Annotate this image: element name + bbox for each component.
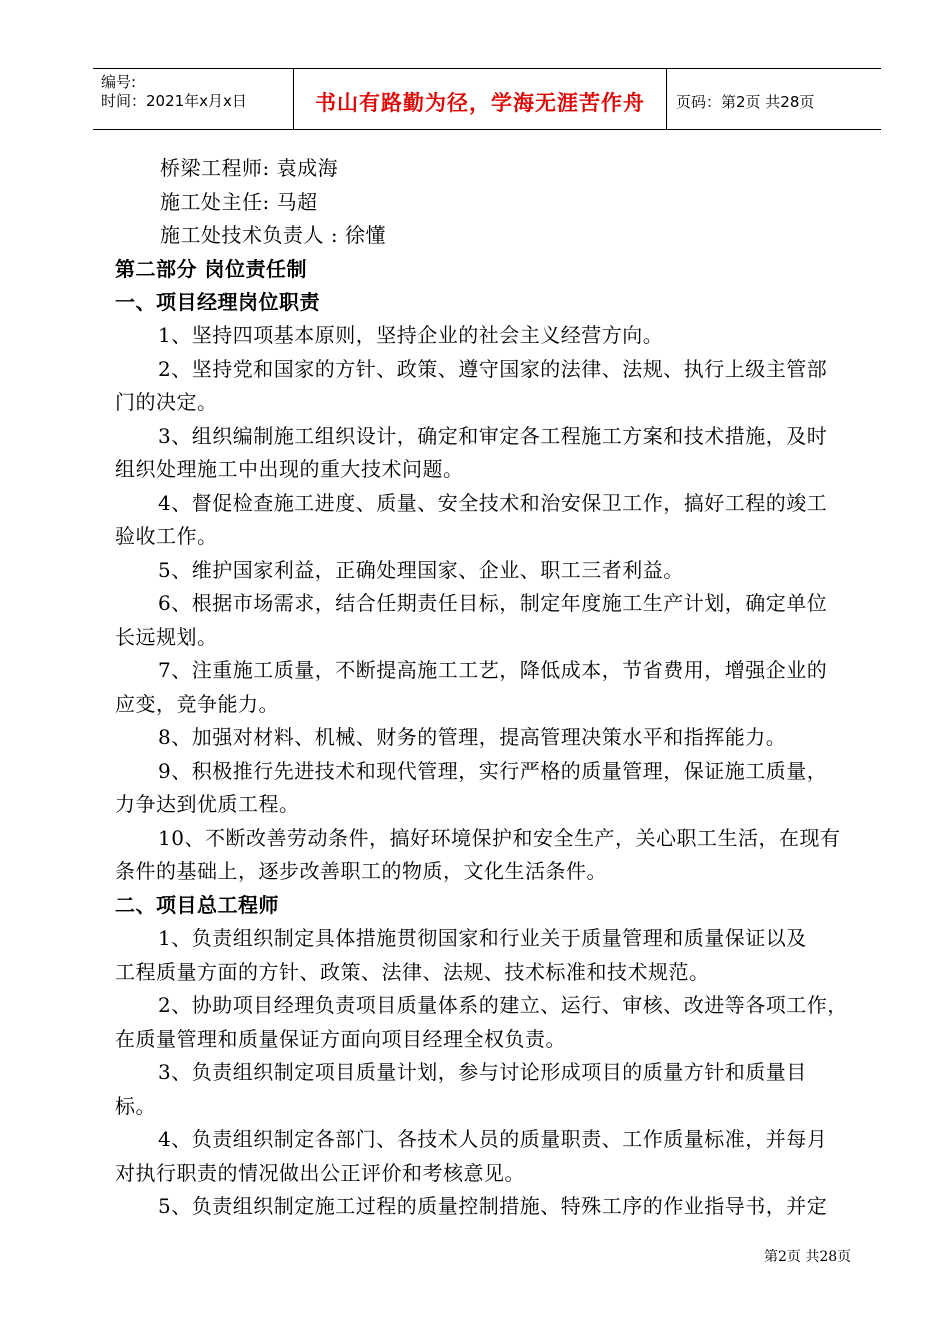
paragraph-line: 4、负责组织制定各部门、各技术人员的质量职责、工作质量标准，并每月 bbox=[158, 1127, 828, 1151]
paragraph-line: 力争达到优质工程。 bbox=[115, 792, 300, 816]
header-info-cell bbox=[93, 69, 293, 129]
paragraph-line: 2、坚持党和国家的方针、政策、遵守国家的法律、法规、执行上级主管部 bbox=[158, 357, 828, 381]
paragraph-line: 4、督促检查施工进度、质量、安全技术和治安保卫工作，搞好工程的竣工 bbox=[158, 491, 828, 515]
paragraph-line: 在质量管理和质量保证方面向项目经理全权负责。 bbox=[115, 1027, 566, 1051]
staff-line: 桥梁工程师: 袁成海 bbox=[160, 156, 339, 180]
header-page-cell bbox=[666, 69, 881, 129]
document-number-label: 编号: bbox=[101, 73, 137, 91]
paragraph-line: 验收工作。 bbox=[115, 524, 218, 548]
paragraph-line: 9、积极推行先进技术和现代管理，实行严格的质量管理，保证施工质量， bbox=[158, 759, 828, 783]
paragraph-line: 标。 bbox=[115, 1094, 156, 1118]
header-page-label: 页码：第2页 共28页 bbox=[676, 93, 815, 111]
header-motto-cell bbox=[293, 69, 667, 129]
paragraph-line: 对执行职责的情况做出公正评价和考核意见。 bbox=[115, 1161, 525, 1185]
paragraph-line: 8、加强对材料、机械、财务的管理，提高管理决策水平和指挥能力。 bbox=[158, 725, 787, 749]
section-title: 二、项目总工程师 bbox=[115, 893, 279, 917]
paragraph-line: 6、根据市场需求，结合任期责任目标，制定年度施工生产计划，确定单位 bbox=[158, 591, 828, 615]
paragraph-line: 7、注重施工质量，不断提高施工工艺，降低成本，节省费用，增强企业的 bbox=[158, 658, 828, 682]
paragraph-line: 10、不断改善劳动条件，搞好环境保护和安全生产，关心职工生活，在现有 bbox=[158, 826, 841, 850]
document-time-label: 时间：2021年x月x日 bbox=[101, 92, 247, 110]
header-motto: 书山有路勤为径，学海无涯苦作舟 bbox=[315, 91, 645, 115]
page-footer: 第2页 共28页 bbox=[764, 1249, 852, 1265]
paragraph-line: 3、负责组织制定项目质量计划，参与讨论形成项目的质量方针和质量目 bbox=[158, 1060, 807, 1084]
paragraph-line: 工程质量方面的方针、政策、法律、法规、技术标准和技术规范。 bbox=[115, 960, 710, 984]
paragraph-line: 应变，竞争能力。 bbox=[115, 692, 279, 716]
paragraph-line: 1、负责组织制定具体措施贯彻国家和行业关于质量管理和质量保证以及 bbox=[158, 926, 807, 950]
paragraph-line: 3、组织编制施工组织设计，确定和审定各工程施工方案和技术措施，及时 bbox=[158, 424, 828, 448]
staff-line: 施工处技术负责人 : 徐懂 bbox=[160, 223, 386, 247]
paragraph-line: 2、协助项目经理负责项目质量体系的建立、运行、审核、改进等各项工作， bbox=[158, 993, 848, 1017]
paragraph-line: 条件的基础上，逐步改善职工的物质，文化生活条件。 bbox=[115, 859, 607, 883]
paragraph-line: 门的决定。 bbox=[115, 390, 218, 414]
paragraph-line: 5、负责组织制定施工过程的质量控制措施、特殊工序的作业指导书，并定 bbox=[158, 1194, 828, 1218]
section-title: 一、项目经理岗位职责 bbox=[115, 290, 320, 314]
part-title: 第二部分 岗位责任制 bbox=[115, 257, 307, 281]
paragraph-line: 长远规划。 bbox=[115, 625, 218, 649]
paragraph-line: 1、坚持四项基本原则，坚持企业的社会主义经营方向。 bbox=[158, 323, 664, 347]
staff-line: 施工处主任: 马超 bbox=[160, 190, 318, 214]
page-header bbox=[93, 68, 881, 130]
paragraph-line: 5、维护国家利益，正确处理国家、企业、职工三者利益。 bbox=[158, 558, 684, 582]
paragraph-line: 组织处理施工中出现的重大技术问题。 bbox=[115, 457, 464, 481]
